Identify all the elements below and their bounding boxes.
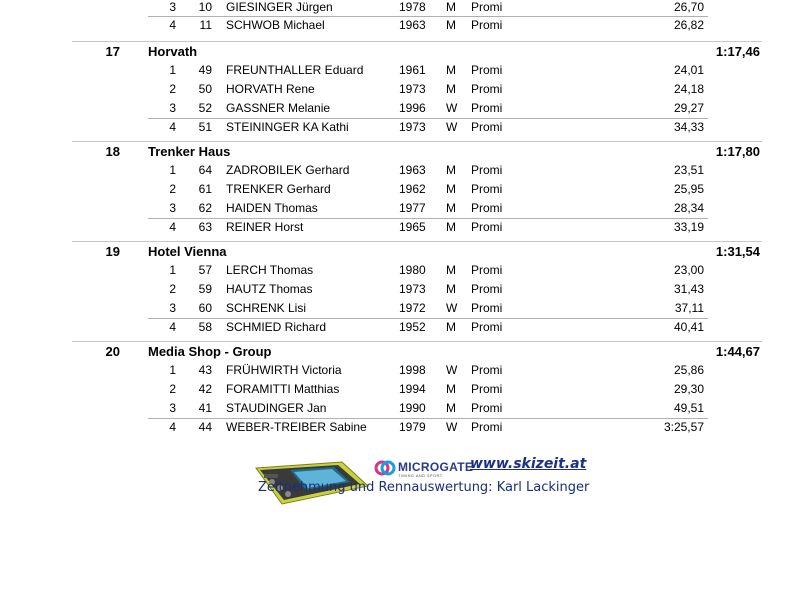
row-class: Promi — [471, 18, 503, 32]
result-row — [0, 199, 800, 217]
result-row — [0, 399, 800, 417]
row-position: 4 — [169, 120, 176, 134]
row-bib-number: 49 — [198, 63, 212, 77]
website-link[interactable]: www.skizeit.at — [470, 456, 587, 472]
row-time: 26,70 — [673, 0, 704, 14]
row-class: Promi — [471, 0, 503, 14]
row-bib-number: 52 — [198, 101, 212, 115]
row-class: Promi — [471, 320, 503, 334]
row-sex: M — [446, 163, 456, 177]
row-time: 24,01 — [673, 63, 704, 77]
row-birth-year: 1973 — [399, 120, 426, 134]
row-position: 1 — [169, 63, 176, 77]
row-time: 3:25,57 — [663, 420, 704, 434]
row-bib-number: 50 — [198, 82, 212, 96]
row-sex: W — [446, 101, 458, 115]
result-row — [0, 261, 800, 279]
team-header — [0, 42, 800, 62]
row-birth-year: 1998 — [399, 363, 426, 377]
result-row — [0, 299, 800, 317]
row-bib-number: 58 — [198, 320, 212, 334]
row-birth-year: 1972 — [399, 301, 426, 315]
row-birth-year: 1952 — [399, 320, 426, 334]
row-birth-year: 1990 — [399, 401, 426, 415]
row-sex: M — [446, 263, 456, 277]
microgate-logo-icon — [374, 458, 396, 478]
row-class: Promi — [471, 101, 503, 115]
row-time: 40,41 — [673, 320, 704, 334]
row-time: 33,19 — [673, 220, 704, 234]
row-bib-number: 60 — [198, 301, 212, 315]
result-row — [0, 380, 800, 398]
row-sex: M — [446, 201, 456, 215]
team-total-time: 1:17,46 — [715, 44, 760, 59]
row-time: 25,86 — [673, 363, 704, 377]
row-athlete-name: REINER Horst — [226, 220, 304, 234]
row-time: 23,51 — [673, 163, 704, 177]
row-position: 1 — [169, 163, 176, 177]
row-sex: M — [446, 0, 456, 14]
team-header — [0, 342, 800, 362]
row-bib-number: 43 — [198, 363, 212, 377]
result-row — [0, 280, 800, 298]
team-total-time: 1:31,54 — [715, 244, 760, 259]
row-birth-year: 1996 — [399, 101, 426, 115]
row-sex: W — [446, 120, 458, 134]
row-athlete-name: GASSNER Melanie — [226, 101, 331, 115]
team-rank: 18 — [105, 144, 120, 159]
team-header — [0, 242, 800, 262]
row-class: Promi — [471, 220, 503, 234]
row-class: Promi — [471, 82, 503, 96]
result-row — [0, 161, 800, 179]
row-class: Promi — [471, 282, 503, 296]
result-row — [0, 99, 800, 117]
row-bib-number: 62 — [198, 201, 212, 215]
row-athlete-name: HAUTZ Thomas — [226, 282, 313, 296]
row-bib-number: 42 — [198, 382, 212, 396]
row-sex: W — [446, 301, 458, 315]
row-class: Promi — [471, 363, 503, 377]
row-position: 3 — [169, 0, 176, 14]
row-sex: M — [446, 63, 456, 77]
row-birth-year: 1979 — [399, 420, 426, 434]
team-name: Trenker Haus — [148, 144, 231, 159]
row-sex: M — [446, 82, 456, 96]
row-athlete-name: HORVATH Rene — [226, 82, 315, 96]
result-row — [0, 80, 800, 98]
row-position: 2 — [169, 82, 176, 96]
row-position: 2 — [169, 382, 176, 396]
microgate-subtitle: TIMING AND SPORT — [398, 473, 443, 478]
row-position: 3 — [169, 301, 176, 315]
row-athlete-name: HAIDEN Thomas — [226, 201, 318, 215]
row-bib-number: 57 — [198, 263, 212, 277]
row-class: Promi — [471, 263, 503, 277]
row-bib-number: 63 — [198, 220, 212, 234]
row-athlete-name: GIESINGER Jürgen — [226, 0, 333, 14]
row-time: 29,27 — [673, 101, 704, 115]
row-time: 25,95 — [673, 182, 704, 196]
row-birth-year: 1962 — [399, 182, 426, 196]
row-birth-year: 1973 — [399, 82, 426, 96]
row-bib-number: 44 — [198, 420, 212, 434]
result-row — [0, 318, 800, 336]
row-sex: W — [446, 363, 458, 377]
row-position: 4 — [169, 420, 176, 434]
microgate-brand: MICROGATE — [398, 460, 474, 474]
row-birth-year: 1977 — [399, 201, 426, 215]
row-class: Promi — [471, 301, 503, 315]
row-bib-number: 64 — [198, 163, 212, 177]
row-birth-year: 1961 — [399, 63, 426, 77]
row-athlete-name: FREUNTHALLER Eduard — [226, 63, 364, 77]
timing-credit: Zeitnehmung und Rennauswertung: Karl Lackinger — [258, 480, 590, 495]
row-athlete-name: TRENKER Gerhard — [226, 182, 331, 196]
row-sex: M — [446, 401, 456, 415]
row-sex: M — [446, 382, 456, 396]
row-time: 24,18 — [673, 82, 704, 96]
row-bib-number: 11 — [199, 18, 212, 32]
row-class: Promi — [471, 63, 503, 77]
row-athlete-name: WEBER-TREIBER Sabine — [226, 420, 367, 434]
result-row — [0, 218, 800, 236]
team-total-time: 1:17,80 — [715, 144, 760, 159]
result-row — [0, 180, 800, 198]
row-birth-year: 1965 — [399, 220, 426, 234]
row-position: 3 — [169, 101, 176, 115]
row-position: 2 — [169, 282, 176, 296]
team-total-time: 1:44,67 — [715, 344, 760, 359]
row-position: 4 — [169, 220, 176, 234]
row-bib-number: 10 — [198, 0, 212, 14]
row-class: Promi — [471, 382, 503, 396]
team-header — [0, 142, 800, 162]
row-class: Promi — [471, 182, 503, 196]
row-position: 1 — [169, 263, 176, 277]
row-birth-year: 1980 — [399, 263, 426, 277]
row-time: 23,00 — [673, 263, 704, 277]
row-sex: M — [446, 320, 456, 334]
row-class: Promi — [471, 420, 503, 434]
row-birth-year: 1973 — [399, 282, 426, 296]
row-time: 34,33 — [673, 120, 704, 134]
row-athlete-name: SCHRENK Lisi — [226, 301, 307, 315]
row-position: 2 — [169, 182, 176, 196]
row-bib-number: 61 — [198, 182, 212, 196]
row-birth-year: 1963 — [399, 18, 426, 32]
row-birth-year: 1963 — [399, 163, 426, 177]
row-time: 26,82 — [673, 18, 704, 32]
row-birth-year: 1994 — [399, 382, 426, 396]
row-time: 37,11 — [674, 301, 704, 315]
team-rank: 19 — [105, 244, 120, 259]
row-athlete-name: SCHMIED Richard — [226, 320, 327, 334]
row-position: 4 — [169, 320, 176, 334]
row-birth-year: 1978 — [399, 0, 426, 14]
row-class: Promi — [471, 401, 503, 415]
row-athlete-name: FRÜHWIRTH Victoria — [226, 363, 342, 377]
row-sex: W — [446, 420, 458, 434]
row-time: 31,43 — [673, 282, 704, 296]
row-time: 28,34 — [673, 201, 704, 215]
row-position: 4 — [169, 18, 176, 32]
row-sex: M — [446, 18, 456, 32]
row-athlete-name: ZADROBILEK Gerhard — [226, 163, 350, 177]
row-athlete-name: LERCH Thomas — [226, 263, 314, 277]
result-row — [0, 16, 800, 34]
result-row — [0, 361, 800, 379]
row-position: 1 — [169, 363, 176, 377]
row-class: Promi — [471, 201, 503, 215]
team-rank: 17 — [105, 44, 120, 59]
footer-banner — [250, 452, 590, 508]
row-bib-number: 41 — [198, 401, 212, 415]
row-athlete-name: STAUDINGER Jan — [226, 401, 327, 415]
team-rank: 20 — [105, 344, 120, 359]
team-name: Horvath — [148, 44, 198, 59]
row-bib-number: 59 — [198, 282, 212, 296]
microgate-logo — [374, 458, 484, 480]
row-time: 49,51 — [673, 401, 704, 415]
result-row — [0, 61, 800, 79]
row-class: Promi — [471, 120, 503, 134]
row-class: Promi — [471, 163, 503, 177]
team-name: Media Shop - Group — [148, 344, 272, 359]
row-sex: M — [446, 220, 456, 234]
result-row — [0, 418, 800, 436]
row-athlete-name: FORAMITTI Matthias — [226, 382, 340, 396]
team-name: Hotel Vienna — [148, 244, 227, 259]
row-sex: M — [446, 282, 456, 296]
row-bib-number: 51 — [198, 120, 212, 134]
result-row — [0, 118, 800, 136]
result-row — [0, 0, 800, 16]
row-athlete-name: STEININGER KA Kathi — [226, 120, 349, 134]
row-time: 29,30 — [673, 382, 704, 396]
row-sex: M — [446, 182, 456, 196]
row-athlete-name: SCHWOB Michael — [226, 18, 325, 32]
row-position: 3 — [169, 401, 176, 415]
row-position: 3 — [169, 201, 176, 215]
